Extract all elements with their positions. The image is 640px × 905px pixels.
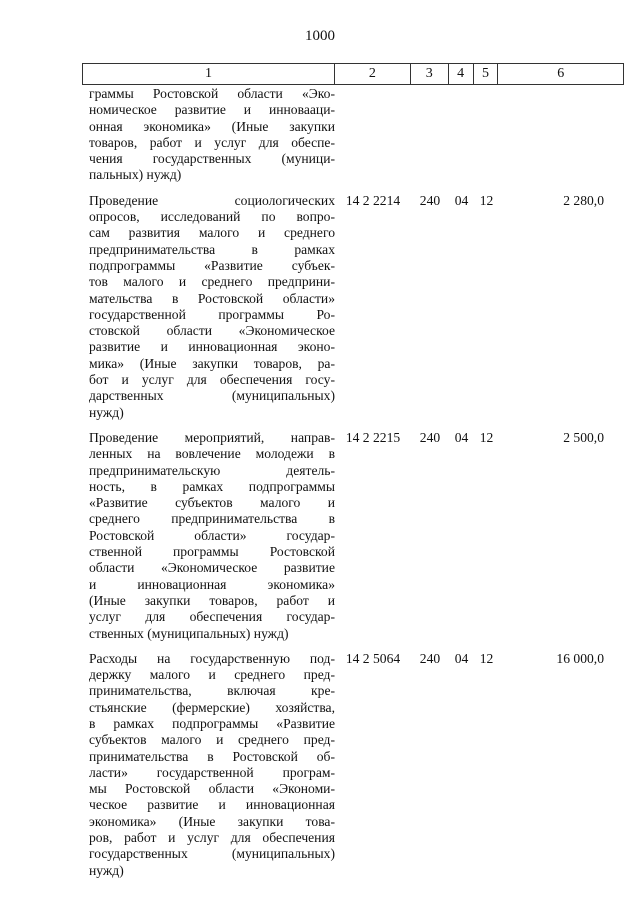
row-code: 14 2 5064 bbox=[345, 650, 401, 666]
description-line: ров, работ и услуг для обеспечения bbox=[89, 830, 335, 846]
description-line: развитие и инновационная эконо- bbox=[89, 339, 335, 355]
table-row bbox=[82, 651, 624, 879]
description-line: ческое развитие и инновационная bbox=[89, 797, 335, 813]
description-line: ленных на вовлечение молодежи в bbox=[89, 446, 335, 462]
description-line: и инновационная экономика» bbox=[89, 576, 335, 592]
description-line: сам развития малого и среднего bbox=[89, 225, 335, 241]
description-line: среднего предпринимательства в bbox=[89, 511, 335, 527]
row-description bbox=[82, 430, 335, 642]
table-header bbox=[82, 63, 624, 85]
row-sum: 2 500,0 bbox=[563, 429, 604, 445]
row-pr bbox=[474, 86, 499, 184]
description-line: ственных (муниципальных) нужд) bbox=[89, 625, 289, 641]
description-line: (Иные закупки товаров, работ и bbox=[89, 592, 335, 608]
description-line: предпринимательскую деятель- bbox=[89, 462, 335, 478]
description-line: чения государственных (муници- bbox=[89, 151, 335, 167]
header-cell-2: 2 bbox=[335, 64, 411, 84]
row-sum bbox=[499, 86, 624, 184]
table-row bbox=[82, 430, 624, 642]
row-pr: 12 bbox=[479, 650, 494, 666]
row-rz bbox=[449, 86, 474, 184]
header-cell-3: 3 bbox=[411, 64, 449, 84]
row-code: 14 2 2214 bbox=[345, 192, 401, 208]
description-line: онная экономика» (Иные закупки bbox=[89, 118, 335, 134]
row-vr bbox=[411, 86, 449, 184]
header-cell-1: 1 bbox=[83, 64, 335, 84]
description-line: в рамках подпрограммы «Развитие bbox=[89, 715, 335, 731]
description-line: нужд) bbox=[89, 404, 124, 420]
description-line: мика» (Иные закупки товаров, ра- bbox=[89, 355, 335, 371]
header-cell-6: 6 bbox=[557, 66, 565, 81]
description-line: мательства в Ростовской области» bbox=[89, 290, 335, 306]
row-sum: 2 280,0 bbox=[563, 192, 604, 208]
header-cell-4: 4 bbox=[449, 64, 474, 84]
description-line: субъектов малого и среднего пред- bbox=[89, 732, 335, 748]
row-rz: 04 bbox=[454, 429, 469, 445]
row-sum: 16 000,0 bbox=[556, 650, 604, 666]
table-row bbox=[82, 193, 624, 421]
description-line: Ростовской области» государ- bbox=[89, 527, 335, 543]
row-pr: 12 bbox=[479, 192, 494, 208]
description-line: стьянские (фермерские) хозяйства, bbox=[89, 699, 335, 715]
header-cell-5: 5 bbox=[474, 64, 499, 84]
description-line: товаров, работ и услуг для обеспе- bbox=[89, 134, 335, 150]
description-line: стовской области «Экономическое bbox=[89, 323, 335, 339]
row-vr: 240 bbox=[419, 192, 441, 208]
description-line: Проведение социологических bbox=[89, 192, 335, 208]
description-line: номическое развитие и инновааци- bbox=[89, 102, 335, 118]
description-line: Проведение мероприятий, направ- bbox=[89, 429, 335, 445]
description-line: Расходы на государственную под- bbox=[89, 650, 335, 666]
description-line: дарственных (муниципальных) bbox=[89, 388, 335, 404]
page-number: 1000 bbox=[305, 28, 335, 44]
description-line: пальных) нужд) bbox=[89, 167, 182, 183]
row-rz: 04 bbox=[454, 192, 469, 208]
description-line: принимательства, включая кре- bbox=[89, 683, 335, 699]
description-line: мы Ростовской области «Экономи- bbox=[89, 781, 335, 797]
description-line: опросов, исследований по вопро- bbox=[89, 209, 335, 225]
description-line: принимательства в Ростовской об- bbox=[89, 748, 335, 764]
description-line: ласти» государственной програм- bbox=[89, 764, 335, 780]
description-line: ственной программы Ростовской bbox=[89, 544, 335, 560]
description-line: области «Экономическое развитие bbox=[89, 560, 335, 576]
description-line: услуг для обеспечения государ- bbox=[89, 609, 335, 625]
row-description bbox=[82, 193, 335, 421]
description-line: держку малого и среднего пред- bbox=[89, 667, 335, 683]
description-line: государственных (муниципальных) bbox=[89, 846, 335, 862]
row-code bbox=[335, 86, 411, 184]
row-code: 14 2 2215 bbox=[345, 429, 401, 445]
row-description bbox=[82, 651, 335, 879]
description-line: экономика» (Иные закупки това- bbox=[89, 813, 335, 829]
description-line: ность, в рамках подпрограммы bbox=[89, 478, 335, 494]
description-line: нужд) bbox=[89, 862, 124, 878]
description-line: граммы Ростовской области «Эко- bbox=[89, 86, 335, 101]
description-line: «Развитие субъектов малого и bbox=[89, 495, 335, 511]
description-line: предпринимательства в рамках bbox=[89, 241, 335, 257]
description-line: бот и услуг для обеспечения госу- bbox=[89, 372, 335, 388]
row-vr: 240 bbox=[419, 650, 441, 666]
description-line: подпрограммы «Развитие субъек- bbox=[89, 257, 335, 273]
row-rz: 04 bbox=[454, 650, 469, 666]
table-row bbox=[82, 86, 624, 184]
row-vr: 240 bbox=[419, 429, 441, 445]
description-line: государственной программы Ро- bbox=[89, 306, 335, 322]
table-body bbox=[82, 86, 624, 888]
description-line: тов малого и среднего предприни- bbox=[89, 274, 335, 290]
row-description bbox=[82, 86, 335, 184]
row-pr: 12 bbox=[479, 429, 494, 445]
